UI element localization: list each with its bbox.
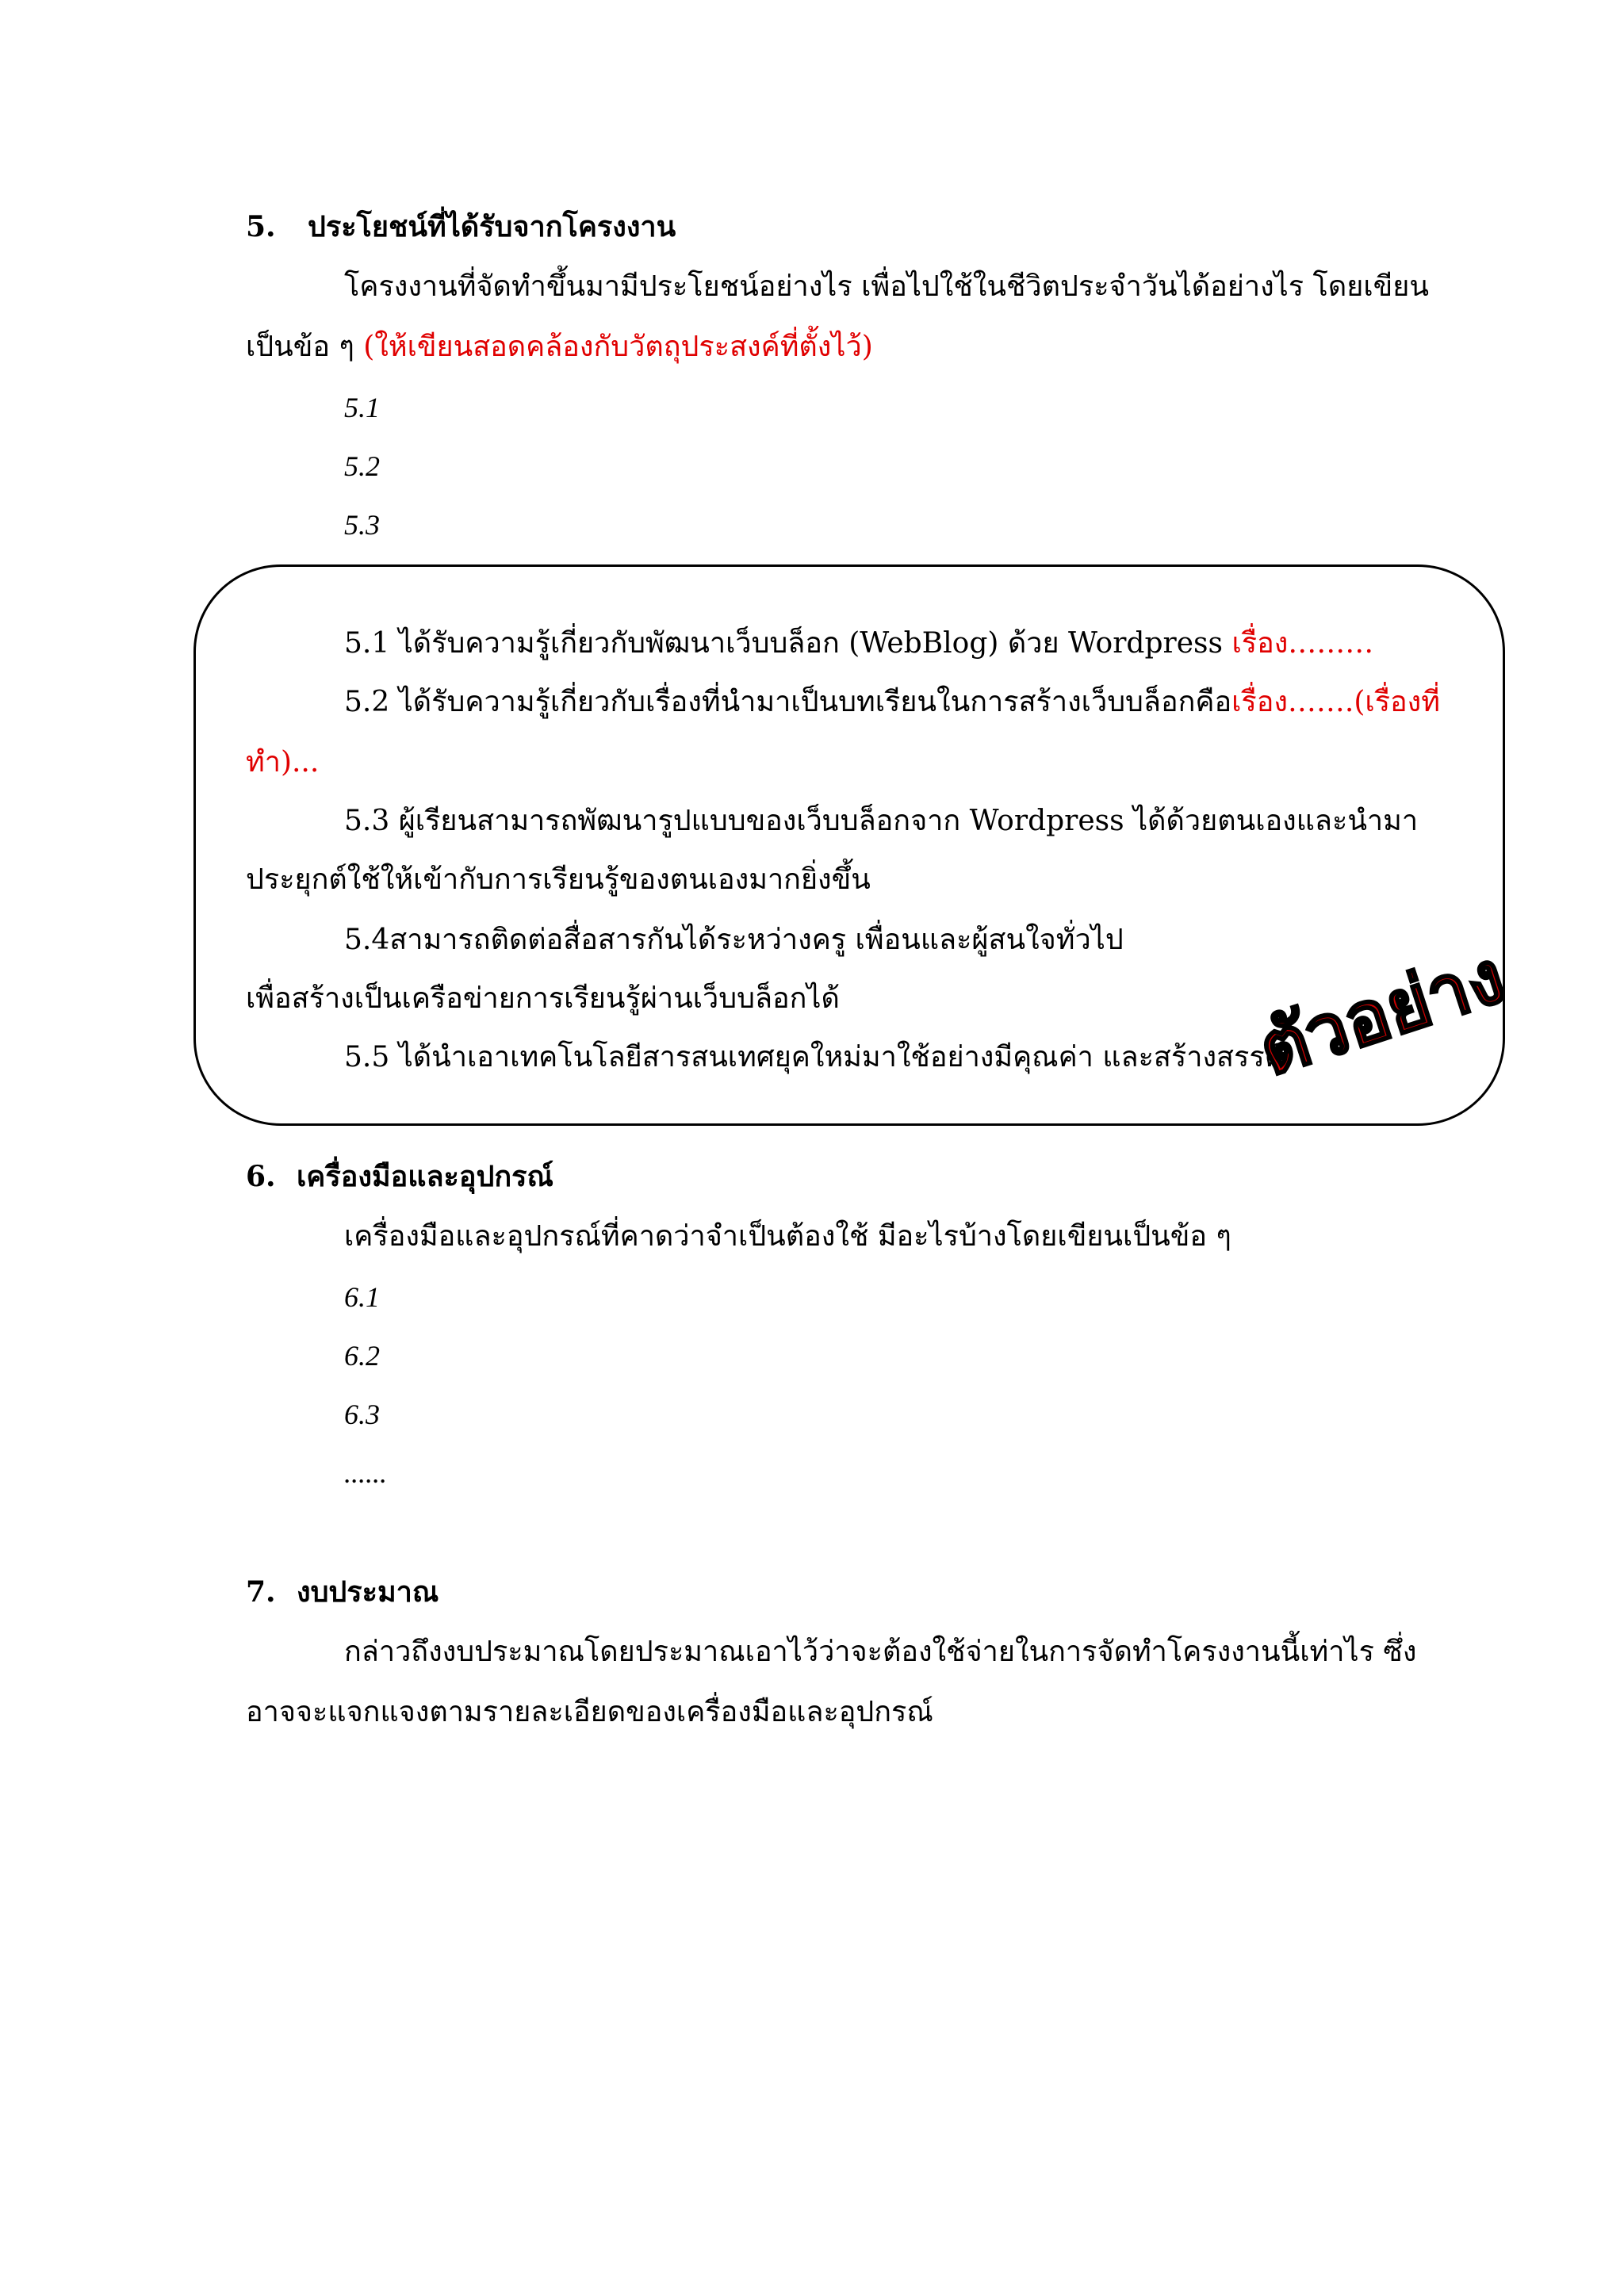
example-line-2 <box>344 683 1440 721</box>
example-line-2-note: เรื่อง…….(เรื่องที่ <box>1231 686 1440 718</box>
section-6-item-more: ...... <box>344 1457 387 1489</box>
section-7-heading <box>246 1573 439 1611</box>
section-5-item-1: 5.1 <box>344 392 380 423</box>
example-line-1-note: เรื่อง……… <box>1231 627 1374 660</box>
section-5-item-3: 5.3 <box>344 509 380 541</box>
section-6-item-1: 6.1 <box>344 1281 380 1313</box>
section-5-desc-line-1: โครงงานที่จัดทำขึ้นมามีประโยชน์อย่างไร เพื่อไปใช้ในชีวิตประจำวันได้อย่างไร โดยเขียน <box>344 270 1429 303</box>
section-7-desc-line-2: อาจจะแจกแจงตามรายละเอียดของเครื่องมือและอุปกรณ์ <box>246 1696 933 1728</box>
section-7-desc-line-1: กล่าวถึงงบประมาณโดยประมาณเอาไว้ว่าจะต้องใช้จ่ายในการจัดทำโครงงานนี้เท่าไร ซึ่ง <box>344 1636 1417 1668</box>
example-stamp <box>1249 920 1515 1094</box>
section-7-number: 7. <box>246 1575 276 1609</box>
example-line-6: 5.4สามารถติดต่อสื่อสารกันได้ระหว่างครู เพื่อนและผู้สนใจทั่วไป <box>344 924 1124 956</box>
example-line-1-text: 5.1 ได้รับความรู้เกี่ยวกับพัฒนาเว็บบล็อก (WebBlog) ด้วย Wordpress <box>344 627 1232 660</box>
section-6-number: 6. <box>246 1160 276 1193</box>
section-5-item-2: 5.2 <box>344 450 380 482</box>
section-7-title: งบประมาณ <box>297 1575 439 1609</box>
example-line-7: เพื่อสร้างเป็นเครือข่ายการเรียนรู้ผ่านเว็บบล็อกได้ <box>246 982 840 1015</box>
section-6-title: เครื่องมือและอุปกรณ์ <box>297 1160 553 1193</box>
example-stamp-graphic <box>1249 920 1515 1094</box>
example-line-2-text: 5.2 ได้รับความรู้เกี่ยวกับเรื่องที่นำมาเป็นบทเรียนในการสร้างเว็บบล็อกคือ <box>344 686 1232 718</box>
example-line-1 <box>344 625 1373 663</box>
example-line-4: 5.3 ผู้เรียนสามารถพัฒนารูปแบบของเว็บบล็อกจาก Wordpress ได้ด้วยตนเองและนำมา <box>344 805 1419 837</box>
example-line-3: ทำ)... <box>246 746 320 779</box>
example-line-5: ประยุกต์ใช้ให้เข้ากับการเรียนรู้ของตนเองมากยิ่งขึ้น <box>246 863 871 896</box>
section-5-number: 5. <box>246 210 276 243</box>
section-5-desc-note: (ให้เขียนสอดคล้องกับวัตถุประสงค์ที่ตั้งไว้) <box>363 331 873 363</box>
section-5-desc-line-2 <box>246 328 873 366</box>
section-6-heading <box>246 1158 553 1196</box>
section-6-desc: เครื่องมือและอุปกรณ์ที่คาดว่าจำเป็นต้องใช้ มีอะไรบ้างโดยเขียนเป็นข้อ ๆ <box>344 1220 1231 1253</box>
section-6-item-3: 6.3 <box>344 1399 380 1430</box>
example-line-8: 5.5 ได้นำเอาเทคโนโลยีสารสนเทศยุคใหม่มาใช้อย่างมีคุณค่า และสร้างสรรค์ <box>344 1041 1284 1073</box>
section-5-title: ประโยชน์ที่ได้รับจากโครงงาน <box>308 210 676 243</box>
section-6-item-2: 6.2 <box>344 1340 380 1372</box>
section-5-heading <box>246 208 676 246</box>
example-stamp-text: ตัวอย่าง <box>1249 934 1515 1093</box>
section-5-desc-text: เป็นข้อ ๆ <box>246 331 364 363</box>
